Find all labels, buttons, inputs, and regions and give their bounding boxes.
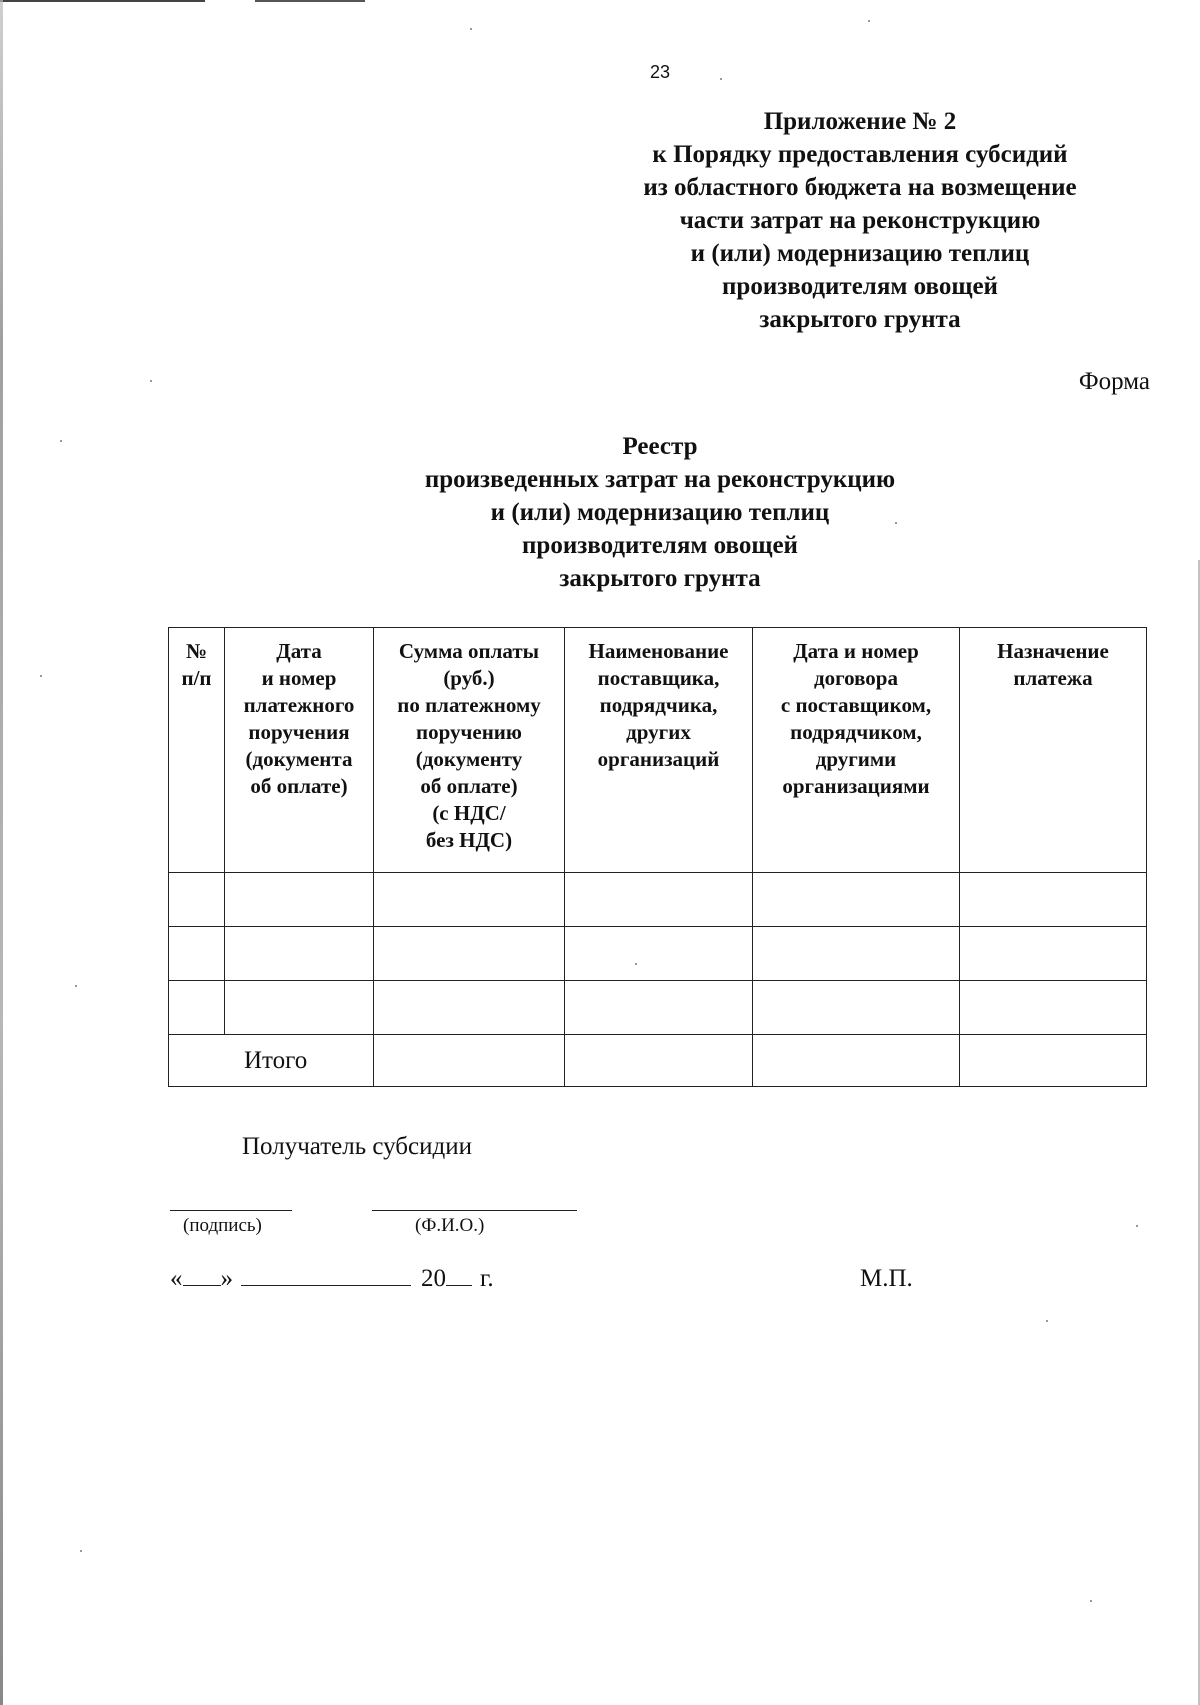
appendix-line: части затрат на реконструкцию — [679, 207, 1041, 234]
table-cell[interactable] — [753, 981, 960, 1035]
table-cell[interactable] — [374, 927, 565, 981]
date-year-suffix: г. — [480, 1265, 494, 1292]
scan-speck — [868, 20, 870, 22]
table-cell[interactable] — [565, 981, 753, 1035]
scan-speck — [1136, 1225, 1138, 1227]
table-cell[interactable] — [169, 927, 225, 981]
registry-title — [360, 430, 960, 595]
table-cell[interactable] — [960, 927, 1147, 981]
table-cell[interactable] — [225, 981, 374, 1035]
table-cell[interactable] — [565, 873, 753, 927]
table-cell-total[interactable] — [753, 1035, 960, 1087]
date-month-blank[interactable] — [241, 1263, 411, 1286]
recipient-label: Получатель субсидии — [242, 1133, 472, 1160]
table-cell[interactable] — [374, 981, 565, 1035]
appendix-line: к Порядку предоставления субсидий — [652, 141, 1068, 168]
column-header-contract: Дата и номер договора с поставщиком, подрядчиком, другими организациями — [753, 628, 960, 873]
table-total-row — [169, 1035, 1147, 1087]
registry-title-line: произведенных затрат на реконструкцию — [424, 466, 896, 493]
table-header-row — [169, 628, 1147, 873]
table-cell[interactable] — [753, 873, 960, 927]
table-cell[interactable] — [960, 873, 1147, 927]
table-row — [169, 927, 1147, 981]
scan-speck — [470, 28, 472, 30]
stamp-label: М.П. — [860, 1265, 913, 1292]
fio-caption: (Ф.И.О.) — [415, 1215, 485, 1236]
scan-speck — [150, 380, 152, 382]
table-cell[interactable] — [169, 873, 225, 927]
table-cell-total[interactable] — [374, 1035, 565, 1087]
scan-speck — [635, 963, 637, 965]
table-cell[interactable] — [753, 927, 960, 981]
scan-edge — [0, 0, 3, 1705]
registry-title-line: производителям овощей — [522, 532, 798, 559]
scan-speck — [720, 78, 722, 80]
appendix-line: Приложение № 2 — [763, 108, 957, 135]
appendix-line: производителям овощей — [722, 273, 998, 300]
scan-speck — [60, 440, 62, 442]
signature-line[interactable] — [170, 1210, 292, 1211]
table-cell[interactable] — [374, 873, 565, 927]
table-row — [169, 873, 1147, 927]
scan-speck — [1046, 1320, 1048, 1322]
registry-title-line: закрытого грунта — [559, 565, 761, 592]
appendix-line: из областного бюджета на возмещение — [643, 174, 1077, 201]
fio-line[interactable] — [372, 1210, 577, 1211]
scan-speck — [75, 985, 77, 987]
signature-caption: (подпись) — [183, 1215, 262, 1236]
date-year-prefix: 20 — [421, 1265, 446, 1292]
appendix-line: закрытого грунта — [759, 306, 961, 333]
column-header-payment-amount: Сумма оплаты (руб.) по платежному поручению (документу об оплате) (с НДС/ без НДС) — [374, 628, 565, 873]
registry-table — [168, 627, 1147, 1087]
registry-title-line: и (или) модернизацию теплиц — [490, 499, 830, 526]
table-cell-total[interactable] — [565, 1035, 753, 1087]
date-close-quote: » — [220, 1265, 233, 1292]
column-header-payment-purpose: Назначение платежа — [960, 628, 1147, 873]
column-header-number: № п/п — [169, 628, 225, 873]
scan-speck — [1090, 1600, 1092, 1602]
column-header-payment-order: Дата и номер платежного поручения (документа об оплате) — [225, 628, 374, 873]
scan-speck — [40, 675, 42, 677]
date-day-blank[interactable] — [183, 1263, 221, 1286]
appendix-line: и (или) модернизацию теплиц — [690, 240, 1030, 267]
date-open-quote: « — [170, 1265, 183, 1292]
form-label: Форма — [1078, 368, 1150, 395]
date-year-blank[interactable] — [446, 1263, 472, 1286]
table-cell-total[interactable] — [960, 1035, 1147, 1087]
table-cell[interactable] — [565, 927, 753, 981]
appendix-heading — [620, 105, 1100, 336]
table-cell[interactable] — [169, 981, 225, 1035]
page-number: 23 — [649, 62, 671, 82]
total-label: Итого — [169, 1035, 374, 1087]
column-header-supplier-name: Наименование поставщика, подрядчика, других организаций — [565, 628, 753, 873]
registry-title-line: Реестр — [622, 433, 698, 460]
table-cell[interactable] — [225, 873, 374, 927]
date-line — [170, 1263, 494, 1293]
scan-speck — [895, 522, 897, 524]
table-cell[interactable] — [960, 981, 1147, 1035]
table-row — [169, 981, 1147, 1035]
scan-edge — [0, 0, 205, 2]
scan-speck — [80, 1550, 82, 1552]
scan-edge — [255, 0, 365, 2]
table-cell[interactable] — [225, 927, 374, 981]
